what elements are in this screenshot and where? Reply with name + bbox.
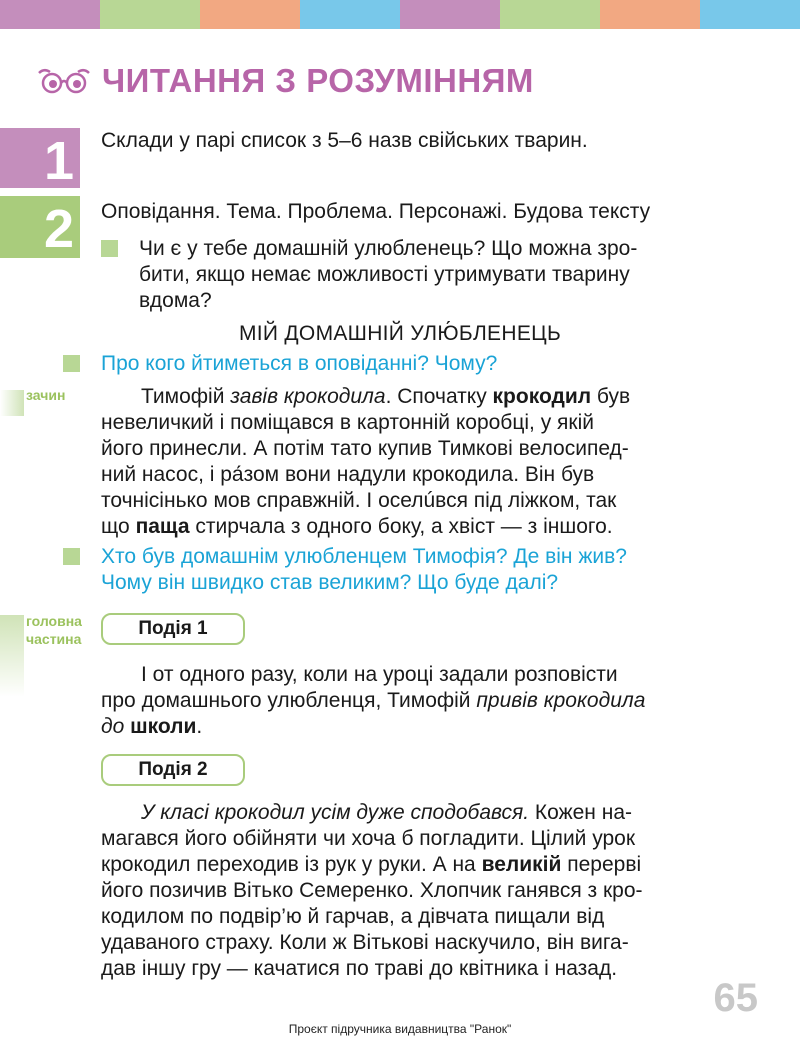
bold-keyword: крокодил [492, 385, 592, 408]
bold-keyword: великій [481, 853, 562, 876]
text-run: перерві [561, 853, 642, 876]
stripe-segment [200, 0, 300, 29]
paragraph-line: удаваного страху. Коли ж Вітькові наскучило, він вига- [101, 931, 629, 954]
event-2-badge: Подія 2 [101, 754, 245, 786]
stripe-segment [500, 0, 600, 29]
stripe-segment [300, 0, 400, 29]
story-paragraph-2 [101, 662, 741, 740]
text-run: що [101, 515, 136, 538]
label-line: головна [26, 613, 82, 629]
eyes-icon [36, 67, 92, 95]
text-run: . [196, 715, 203, 738]
story-paragraph-3 [101, 800, 741, 982]
event-1-badge: Подія 1 [101, 613, 245, 645]
page-title: ЧИТАННЯ З РОЗУМІННЯМ [102, 62, 534, 99]
story-paragraph-1 [101, 384, 741, 540]
paragraph-line: магався його обійняти чи хоча б погладити. Цілий урок [101, 827, 636, 850]
italic-text: завів крокодила [230, 385, 386, 408]
text-run: . Спочатку [385, 385, 493, 408]
section-heading [36, 62, 534, 100]
label-zachyn: зачин [26, 387, 66, 403]
task-2-question [139, 236, 739, 314]
stripe-segment [100, 0, 200, 29]
italic-text: У класі крокодил усім дуже сподобався. [141, 801, 530, 824]
task-1-text: Склади у парі список з 5–6 назв свійських тварин. [101, 129, 588, 152]
question-line: Хто був домашнім улюбленцем Тимофія? Де він жив? [101, 545, 627, 568]
label-main-part [0, 612, 82, 648]
paragraph-line: його позичив Вітько Семеренко. Хлопчик ганявся з кро- [101, 879, 643, 902]
paragraph-line: кодилом по подвір’ю й гарчав, а дівчата пищали від [101, 905, 605, 928]
story-question-2 [101, 544, 701, 596]
question-line: Чому він швидко став великим? Що буде далі? [101, 571, 559, 594]
text-run: крокодил переходив із рук у руки. А на [101, 853, 482, 876]
stripe-segment [600, 0, 700, 29]
story-question-1: Про кого йтиметься в оповіданні? Чому? [101, 352, 498, 375]
question-marker [63, 355, 80, 372]
paragraph-line: ний насос, і ра́зом вони надули крокодила. Він був [101, 463, 595, 486]
text-run: І от одного разу, коли на уроці задали розповісти [141, 663, 618, 686]
italic-text: до [101, 715, 131, 738]
question-line: Чи є у тебе домашній улюбленець? Що можна зро- [139, 237, 638, 260]
page-number: 65 [713, 976, 758, 1020]
task-number-2: 2 [0, 196, 80, 258]
text-run: стирчала з одного боку, а хвіст — з іншого. [189, 515, 613, 538]
text-run: був [591, 385, 631, 408]
stripe-segment [700, 0, 800, 29]
top-color-stripe [0, 0, 800, 29]
footer-credit: Проєкт підручника видавництва "Ранок" [288, 1022, 512, 1036]
question-marker [63, 548, 80, 565]
text-run: про домашнього улюбленця, Тимофій [101, 689, 477, 712]
paragraph-line: точнісінько мов справжній. І оселúвся під ліжком, так [101, 489, 617, 512]
paragraph-line: невеличкий і поміщався в картонній коробці, у якій [101, 411, 594, 434]
question-marker [101, 240, 118, 257]
text-run: Тимофій [141, 385, 231, 408]
task-number-1: 1 [0, 128, 80, 188]
stripe-segment [400, 0, 500, 29]
bold-keyword: школи [130, 715, 197, 738]
paragraph-line: дав іншу гру — качатися по траві до квітника і назад. [101, 957, 618, 980]
task-2-text: Оповідання. Тема. Проблема. Персонажі. Будова тексту [101, 200, 651, 223]
italic-text: привів крокодила [476, 689, 646, 712]
paragraph-line: його принесли. А потім тато купив Тимкові велосипед- [101, 437, 629, 460]
story-title: МІЙ ДОМАШНІЙ УЛЮ́БЛЕНЕЦЬ [238, 322, 562, 345]
question-line: бити, якщо немає можливості утримувати тварину [139, 263, 630, 286]
text-run: Кожен на- [529, 801, 633, 824]
label-line: частина [26, 631, 82, 647]
stripe-segment [0, 0, 100, 29]
bold-keyword: паща [135, 515, 190, 538]
question-line: вдома? [139, 289, 212, 312]
